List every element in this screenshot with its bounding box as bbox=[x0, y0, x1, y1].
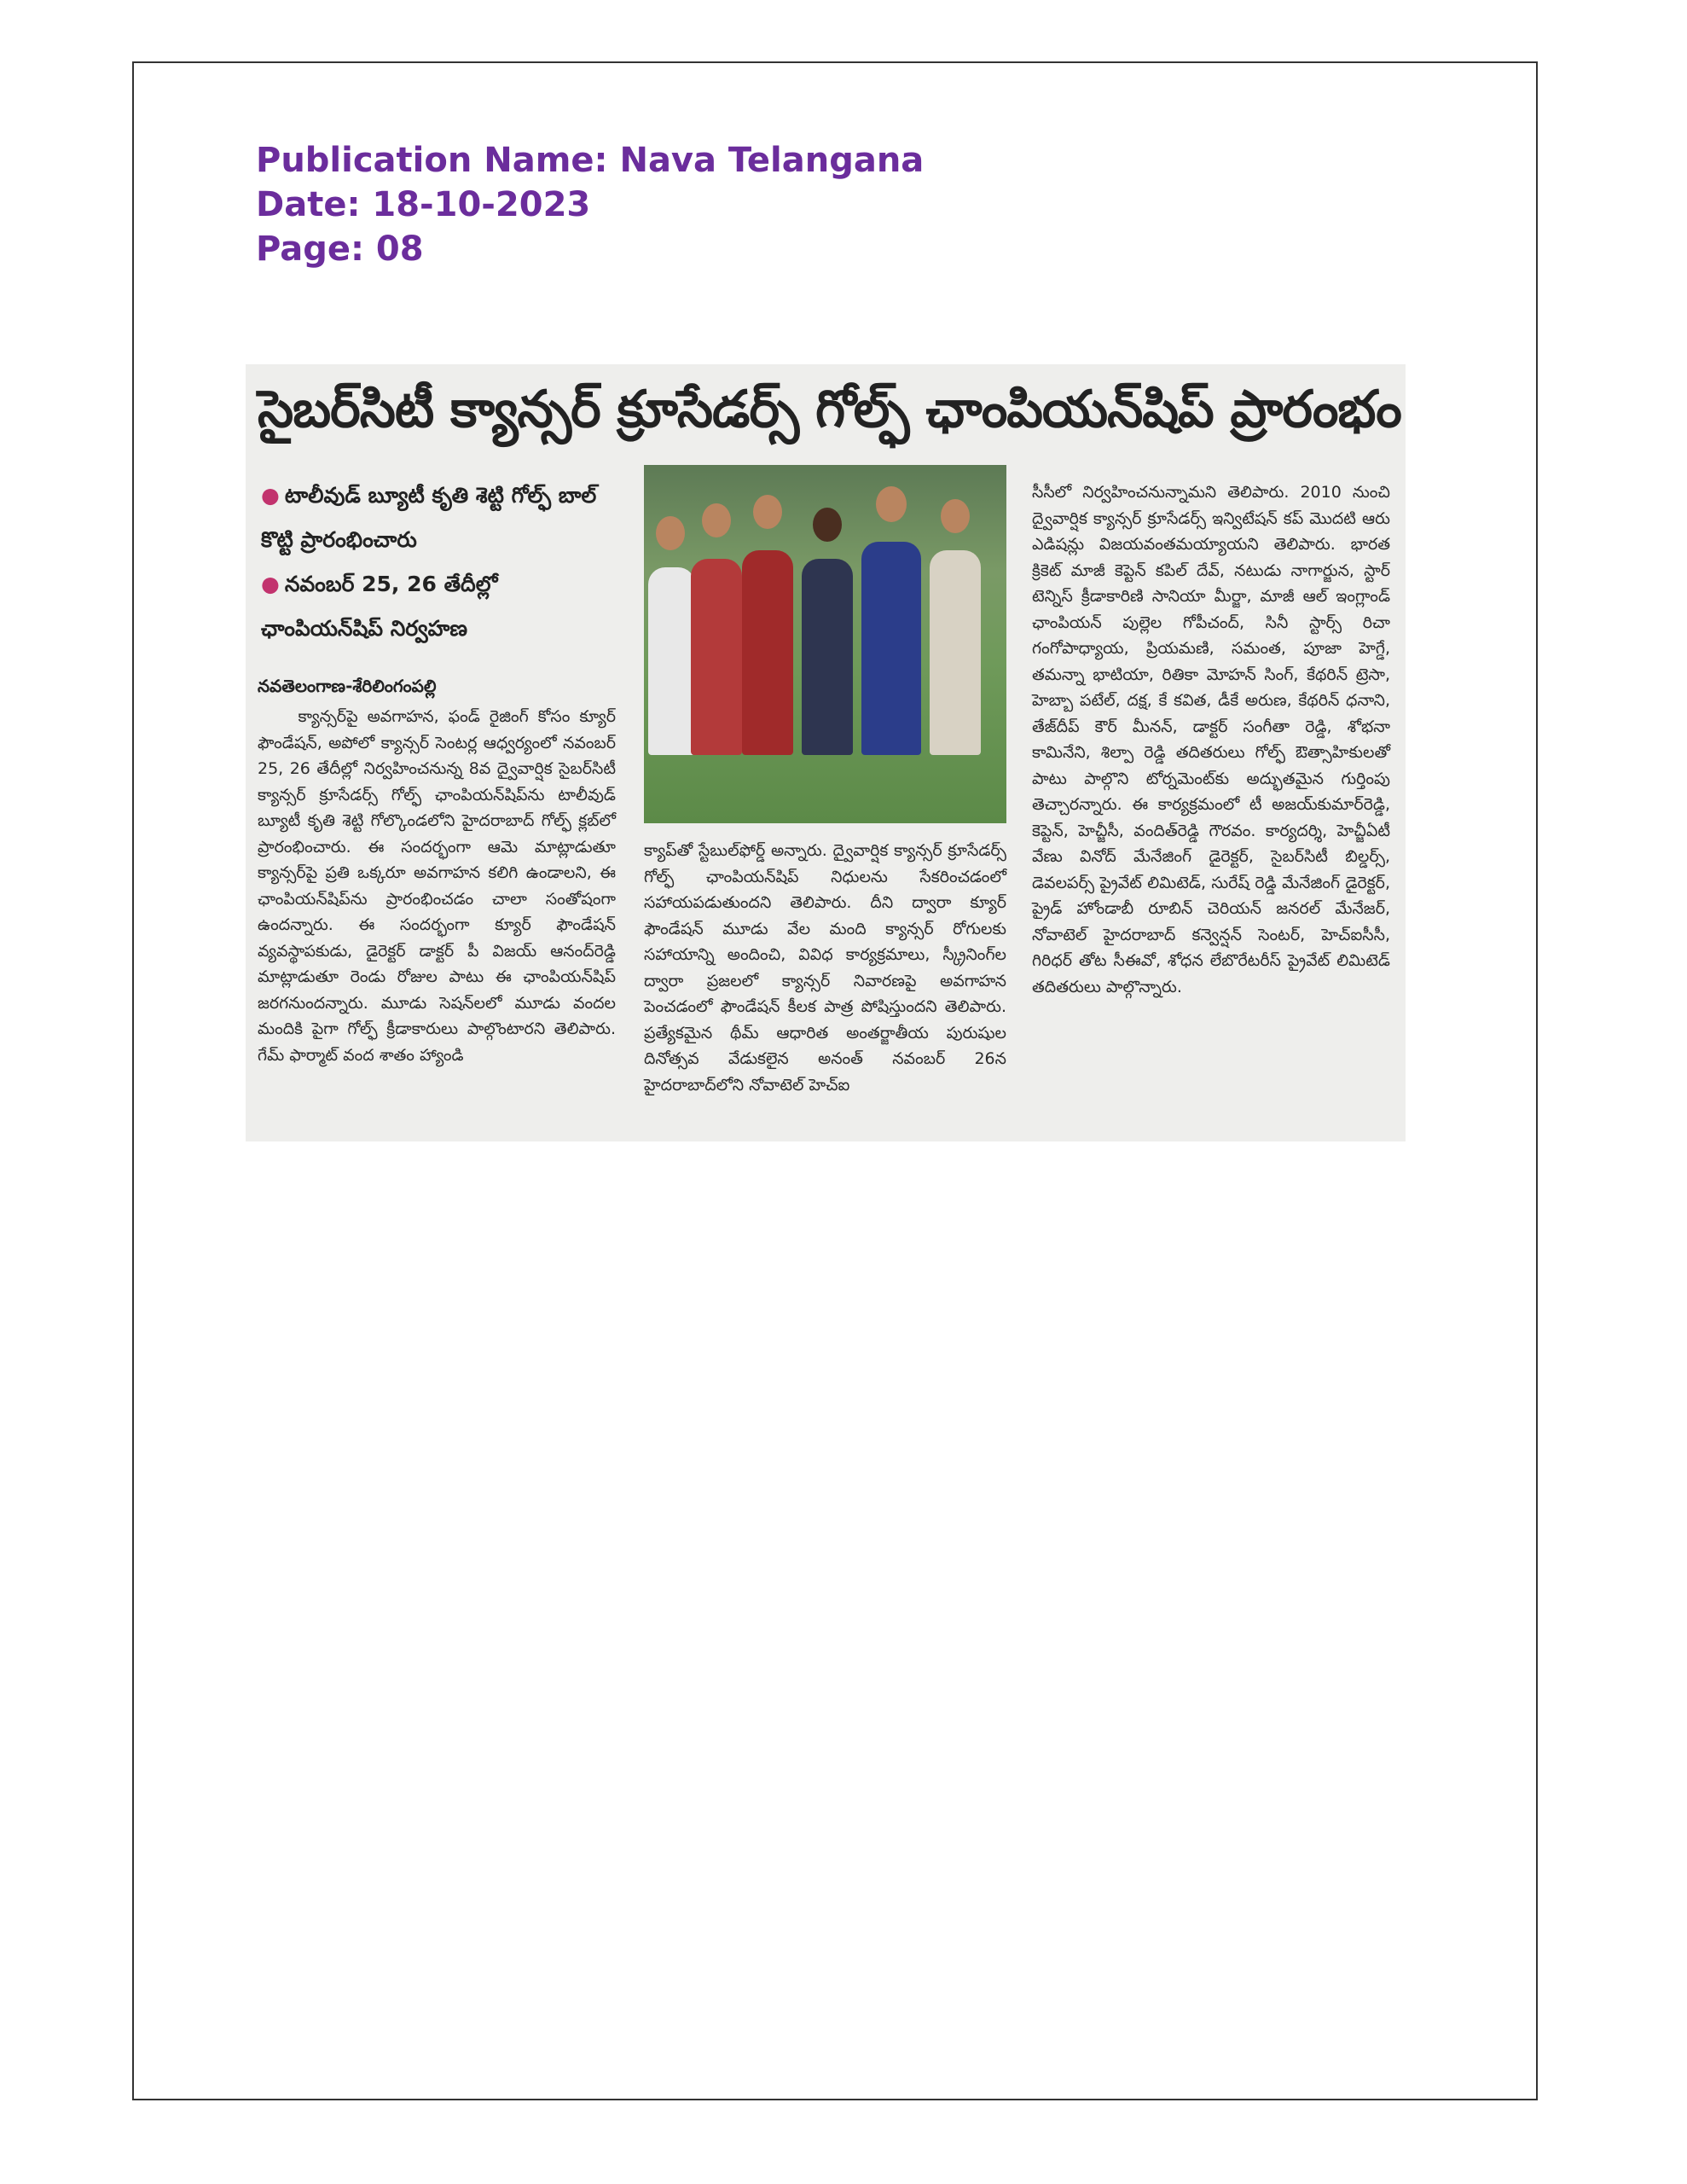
publication-page: Page: 08 bbox=[256, 229, 424, 269]
bullet-icon: ● bbox=[261, 572, 280, 596]
highlight-item bbox=[261, 562, 619, 651]
publication-name: Publication Name: Nava Telangana bbox=[256, 141, 925, 180]
highlight-item bbox=[261, 473, 619, 562]
article-column-1: క్యాన్సర్‌పై అవగాహన, ఫండ్ రైజింగ్ కోసం క్యూర్ ఫౌండేషన్, అపోలో క్యాన్సర్ సెంటర్ల ఆధ్వర్యంలో నవంబర్ 25, 26 తేదీల్లో నిర్వహించనున్న 8వ ద్వైవార్షిక సైబర్‌సిటీ క్యాన్సర్ క్రూసేడర్స్ గోల్ఫ్ ఛాంపియన్‌షిప్‌ను టాలీవుడ్ బ్యూటీ కృతి శెట్టి గోల్కొండలోని హైదరాబాద్ గోల్ఫ్ క్లబ్‌లో ప్రారంభించారు. ఈ సందర్భంగా ఆమె మాట్లాడుతూ క్యాన్సర్‌పై ప్రతి ఒక్కరూ అవగాహన కలిగి ఉండాలని, ఈ ఛాంపియన్‌షిప్‌ను ప్రారంభించడం చాలా సంతోషంగా ఉందన్నారు. ఈ సందర్భంగా క్యూర్ ఫౌండేషన్ వ్యవస్థాపకుడు, డైరెక్టర్ డాక్టర్ పీ విజయ్ ఆనంద్‌రెడ్డి మాట్లాడుతూ రెండు రోజుల పాటు ఈ ఛాంపియన్‌షిప్ జరగనుందన్నారు. మూడు సెషన్‌లలో మూడు వందల మందికి పైగా గోల్ఫ్ క్రీడాకారులు పాల్గొంటారని తెలిపారు. గేమ్ ఫార్మాట్ వంద శాతం హ్యాండి bbox=[258, 707, 616, 1065]
article-dateline: నవతెలంగాణ-శేరిలింగంపల్లి bbox=[258, 676, 437, 696]
publication-info bbox=[256, 138, 924, 271]
highlight-text: నవంబర్ 25, 26 తేదీల్లో ఛాంపియన్‌షిప్ నిర్వహణ bbox=[261, 572, 498, 641]
news-clipping bbox=[246, 364, 1406, 1141]
article-column-3: సీసీలో నిర్వహించనున్నామని తెలిపారు. 2010 నుంచి ద్వైవార్షిక క్యాన్సర్ క్రూసేడర్స్ ఇన్విటేషన్ కప్ మొదటి ఆరు ఎడిషన్లు విజయవంతమయ్యాయని తెలిపారు. భారత క్రికెట్ మాజీ కెప్టెన్ కపిల్ దేవ్, నటుడు నాగార్జున, స్టార్ టెన్నిస్ క్రీడాకారిణి సానియా మీర్జా, మాజీ ఆల్ ఇంగ్లాండ్ ఛాంపియన్ పుల్లెల గోపీచంద్, సినీ స్టార్స్ రిచా గంగోపాధ్యాయ, ప్రియమణి, సమంత, పూజా హెగ్డే, తమన్నా భాటియా, రితికా మోహన్ సింగ్, కేథరిన్ ట్రెసా, హెబ్బా పటేల్, దక్ష, కే కవిత, డీకే అరుణ, కేథరిన్ ధనాని, తేజ్‌దీప్ కౌర్ మీనన్, డాక్టర్ సంగీతా రెడ్డి, శోభనా కామినేని, శిల్పా రెడ్డి తదితరులు గోల్ఫ్ ఔత్సాహికులతో పాటు పాల్గొని టోర్నమెంట్‌కు అద్భుతమైన గుర్తింపు తెచ్చారన్నారు. ఈ కార్యక్రమంలో టీ అజయ్‌కుమార్‌రెడ్డి, కెప్టెన్, హెచ్జీసీ, వందిత్‌రెడ్డి గౌరవం. కార్యదర్శి, హెచ్జీఏటీ వేణు వినోద్ మేనేజింగ్ డైరెక్టర్, సైబర్‌సిటీ బిల్డర్స్, డెవలపర్స్ ప్రైవేట్ లిమిటెడ్, సురేష్ రెడ్డి మేనేజింగ్ డైరెక్టర్, ప్రైడ్ హోండాబీ రూబిన్ చెరియన్ జనరల్ మేనేజర్, నోవాటెల్ హైదరాబాద్ కన్వెన్షన్ సెంటర్, హెచ్ఐసీసీ, గిరిధర్ తోట సీఈవో, శోధన లేబొరేటరీస్ ప్రైవేట్ లిమిటెడ్ తదితరులు పాల్గొన్నారు. bbox=[1032, 483, 1390, 996]
publication-date: Date: 18-10-2023 bbox=[256, 185, 591, 224]
bullet-icon: ● bbox=[261, 483, 280, 508]
article-photo bbox=[644, 465, 1006, 823]
article-highlights bbox=[261, 473, 619, 651]
article-headline: సైబర్‌సిటీ క్యాన్సర్ క్రూసేడర్స్ గోల్ఫ్ ఛాంపియన్‌షిప్ ప్రారంభం bbox=[258, 380, 1401, 439]
article-column-2: క్యాప్‌తో స్టేబుల్‌ఫోర్డ్ అన్నారు. ద్వైవార్షిక క్యాన్సర్ క్రూసేడర్స్ గోల్ఫ్ ఛాంపియన్‌షిప్ నిధులను సేకరించడంలో సహాయపడుతుందని తెలిపారు. దీని ద్వారా క్యూర్ ఫౌండేషన్ మూడు వేల మంది క్యాన్సర్ రోగులకు సహాయాన్ని అందించి, వివిధ కార్యక్రమాలు, స్క్రీనింగ్‌ల ద్వారా ప్రజలలో క్యాన్సర్ నివారణపై అవగాహన పెంచడంలో ఫౌండేషన్ కీలక పాత్ర పోషిస్తుందని తెలిపారు. ప్రత్యేకమైన థీమ్ ఆధారిత అంతర్జాతీయ పురుషుల దినోత్సవ వేడుకలైన అనంత్ నవంబర్ 26న హైదరాబాద్‌లోని నోవాటెల్ హెచ్‌ఐ bbox=[644, 841, 1006, 1095]
highlight-text: టాలీవుడ్ బ్యూటీ కృతి శెట్టి గోల్ఫ్ బాల్ కొట్టి ప్రారంభించారు bbox=[261, 483, 597, 552]
